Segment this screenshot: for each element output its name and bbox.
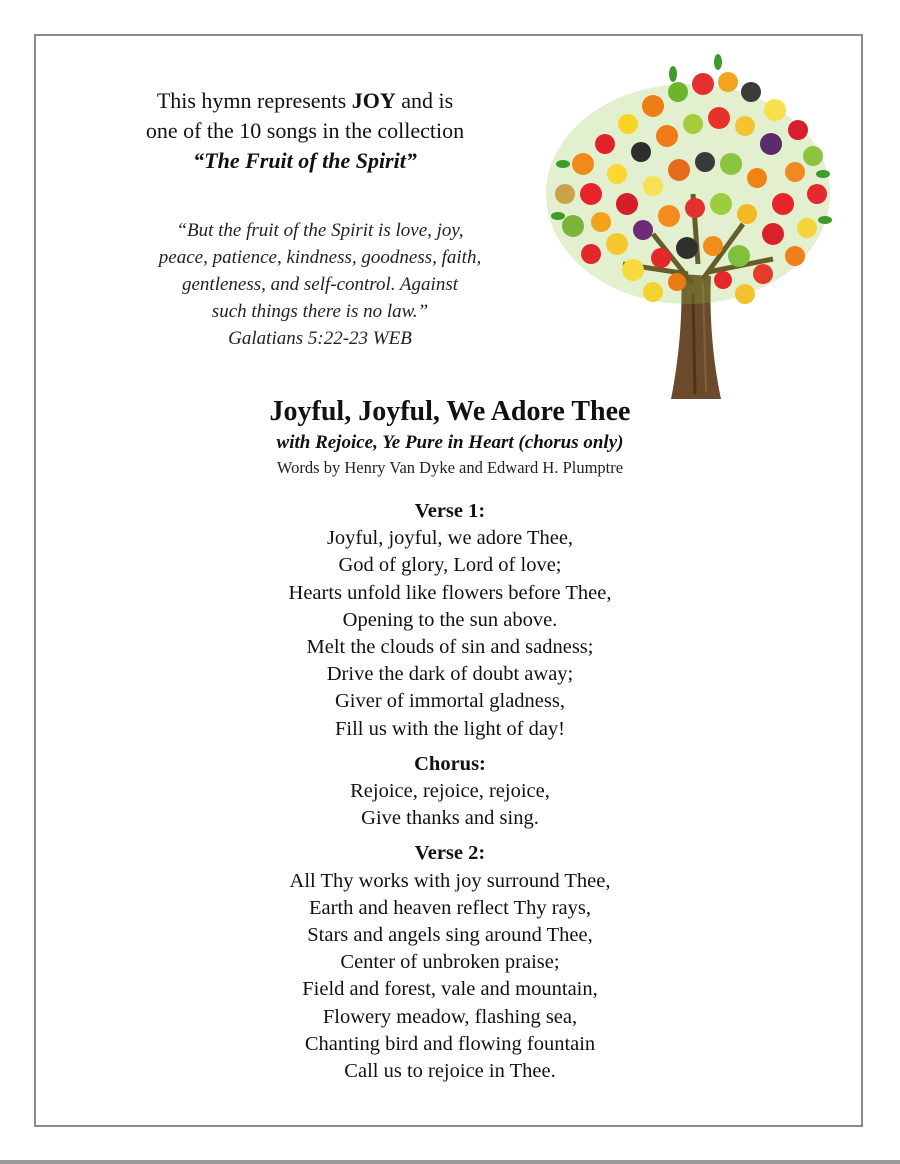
lyric-line: Hearts unfold like flowers before Thee, <box>288 581 612 604</box>
intro-line-2: one of the 10 songs in the collection <box>145 118 465 143</box>
intro-virtue: JOY <box>351 88 396 113</box>
section-gap <box>150 743 750 751</box>
fruit-tree-icon <box>543 44 833 402</box>
intro-line-1-prefix: This hymn represents <box>156 88 352 113</box>
lyric-line: Rejoice, rejoice, rejoice, <box>350 780 550 803</box>
lyric-line: God of glory, Lord of love; <box>338 554 562 577</box>
lyric-line: Flowery meadow, flashing sea, <box>322 1005 578 1028</box>
intro-line-1 <box>100 86 510 116</box>
song-header <box>200 394 700 480</box>
lyric-line: Joyful, joyful, we adore Thee, <box>326 527 574 550</box>
scripture-quote <box>100 217 540 352</box>
song-subtitle: with Rejoice, Ye Pure in Heart (chorus only) <box>276 432 624 453</box>
verse-1-heading: Verse 1: <box>414 500 486 522</box>
scripture-line: peace, patience, kindness, goodness, faith, <box>158 247 482 268</box>
scripture-line: “But the fruit of the Spirit is love, joy, <box>176 220 464 241</box>
intro-line-1-suffix: and is <box>395 88 454 113</box>
lyric-line: Fill us with the light of day! <box>334 717 566 740</box>
song-credit: Words by Henry Van Dyke and Edward H. Plumptre <box>276 458 624 477</box>
song-title: Joyful, Joyful, We Adore Thee <box>269 396 631 427</box>
lyric-line: Opening to the sun above. <box>342 608 558 631</box>
lyric-line: All Thy works with joy surround Thee, <box>289 869 611 892</box>
section-gap <box>150 832 750 840</box>
verse-2-heading: Verse 2: <box>414 842 486 865</box>
lyrics <box>150 498 750 1085</box>
lyric-line: Stars and angels sing around Thee, <box>307 924 593 947</box>
lyric-line: Melt the clouds of sin and sadness; <box>306 636 594 659</box>
lyric-line: Giver of immortal gladness, <box>334 690 565 713</box>
lyric-line: Field and forest, vale and mountain, <box>302 978 598 1001</box>
scripture-line: gentleness, and self-control. Against <box>181 274 458 295</box>
scripture-line: such things there is no law.” <box>211 301 429 322</box>
lyric-line: Chanting bird and flowing fountain <box>304 1032 596 1055</box>
lyric-line: Center of unbroken praise; <box>340 951 560 974</box>
lyric-line: Call us to rejoice in Thee. <box>344 1060 556 1083</box>
scripture-reference: Galatians 5:22-23 WEB <box>228 328 412 349</box>
chorus-heading: Chorus: <box>414 752 486 775</box>
lyric-line: Give thanks and sing. <box>361 807 539 830</box>
lyric-line: Earth and heaven reflect Thy rays, <box>309 896 591 919</box>
intro-block <box>100 86 510 176</box>
collection-title: “The Fruit of the Spirit” <box>193 148 417 173</box>
lyric-line: Drive the dark of doubt away; <box>326 663 574 686</box>
bottom-rule <box>0 1160 900 1164</box>
